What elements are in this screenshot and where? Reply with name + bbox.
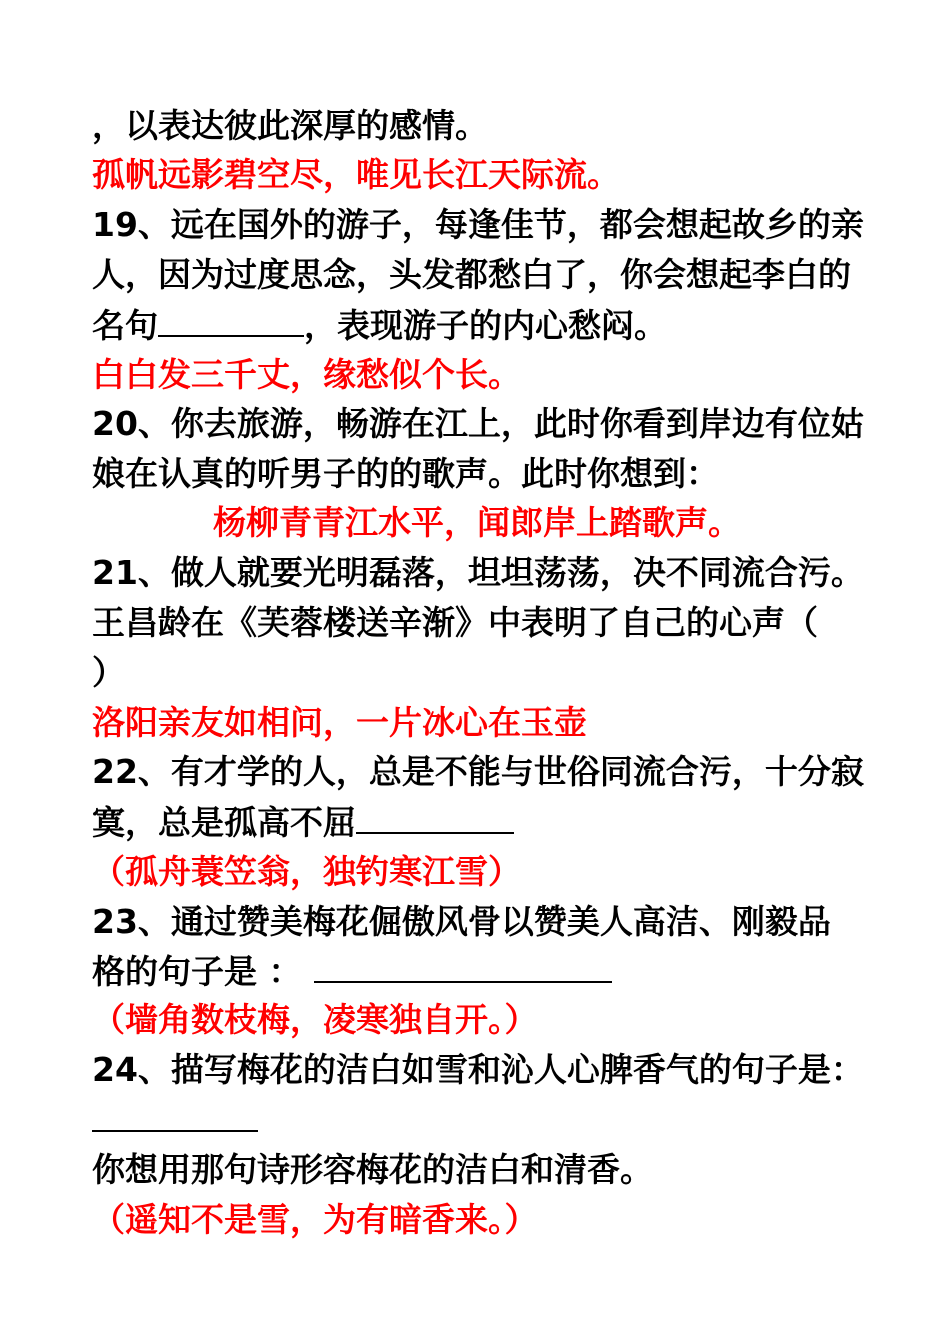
question-23-line-2 [92,951,892,992]
question-20-line-1: 20、你去旅游，畅游在江上，此时你看到岸边有位姑 [92,404,864,443]
question-19-line-3 [92,305,892,346]
answer-21: 洛阳亲友如相问，一片冰心在玉壶 [92,703,587,742]
question-24-line-1: 24、描写梅花的洁白如雪和沁人心脾香气的句子是： [92,1050,864,1089]
question-21-line-1: 21、做人就要光明磊落，坦坦荡荡，决不同流合污。 [92,553,864,592]
question-22-line-2 [92,802,892,843]
question-19-line-2: 人，因为过度思念，头发都愁白了，你会想起李白的 [92,255,851,294]
answer-blank [158,305,304,337]
question-19-line-1: 19、远在国外的游子，每逢佳节，都会想起故乡的亲 [92,205,864,244]
question-20-line-2: 娘在认真的听男子的的歌声。此时你想到： [92,454,719,493]
answer-24: （遥知不是雪，为有暗香来。） [92,1200,538,1239]
answer-blank [356,802,514,834]
answer-23: （墙角数枝梅，凌寒独自开。） [92,1000,538,1039]
question-19-text-after: ，表现游子的内心愁闷。 [304,306,667,345]
answer-blank [92,1100,258,1132]
answer-20: 杨柳青青江水平，闻郎岸上踏歌声。 [213,503,741,542]
answer-18: 孤帆远影碧空尽，唯见长江天际流。 [92,155,620,194]
question-22-text-before: 寞，总是孤高不屈 [92,803,356,842]
question-19-text-before: 名句 [92,306,158,345]
answer-19: 白白发三千丈，缘愁似个长。 [92,355,521,394]
question-21-line-3: ） [92,653,125,692]
answer-blank [314,951,612,983]
question-24-line-2 [92,1100,892,1141]
question-24-line-3: 你想用那句诗形容梅花的洁白和清香。 [92,1150,653,1189]
question-23-text-before: 格的句子是 ： [92,952,302,991]
question-21-line-2: 王昌龄在《芙蓉楼送辛渐》中表明了自己的心声（ [92,603,818,642]
answer-22: （孤舟蓑笠翁，独钓寒江雪） [92,852,521,891]
question-22-line-1: 22、有才学的人，总是不能与世俗同流合污，十分寂 [92,752,864,791]
question-23-line-1: 23、通过赞美梅花倔傲风骨以赞美人高洁、刚毅品 [92,902,831,941]
line-continuation: ，以表达彼此深厚的感情。 [92,106,488,145]
